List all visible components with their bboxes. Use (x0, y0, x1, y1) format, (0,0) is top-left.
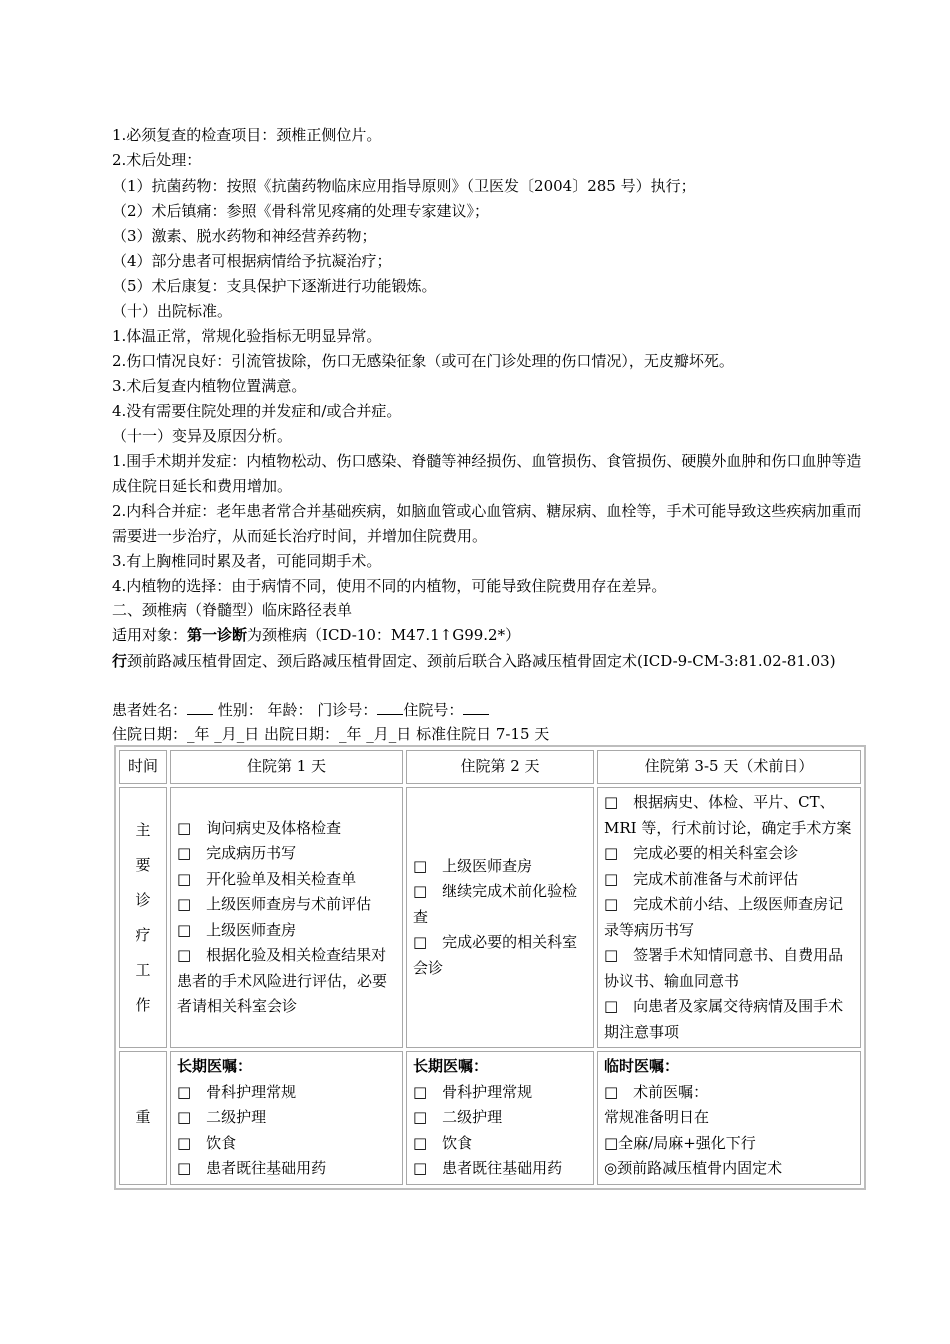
checklist-item: □ 根据病史、体检、平片、CT、MRI 等，行术前讨论，确定手术方案 (604, 793, 852, 837)
checklist-item: □ 完成术前准备与术前评估 (604, 869, 799, 888)
dates-line: 住院日期：_年 _月_日 出院日期：_年 _月_日 标准住院日 7-15 天 (112, 725, 550, 743)
cell-day1-work (170, 787, 403, 1048)
checklist-item: ◎颈前路减压植骨内固定术 (604, 1159, 783, 1177)
checklist-item: □ 二级护理 (413, 1108, 503, 1126)
checklist-item: □ 上级医师查房 (177, 920, 297, 939)
orders-title: 长期医嘱： (177, 1057, 253, 1075)
section-heading: （十）出院标准。 (112, 302, 233, 320)
table-header-row (119, 750, 861, 784)
header-day3-5: 住院第 3-5 天（术前日） (597, 750, 861, 784)
procedure-line (112, 649, 872, 674)
checklist-item: □ 饮食 (177, 1133, 237, 1152)
applicable-label: 适用对象： (112, 626, 188, 644)
cell-day3-work (597, 787, 861, 1048)
form-title: 二、颈椎病（脊髓型）临床路径表单 (112, 601, 353, 619)
blank-field (187, 700, 213, 715)
admission-number-label: 住院号： (403, 701, 464, 719)
cell-day2-work (406, 787, 594, 1048)
table-row-orders (119, 1051, 861, 1185)
checklist-item: □ 根据化验及相关检查结果对患者的手术风险进行评估，必要者请相关科室会诊 (177, 946, 388, 1015)
row-label-char: 疗 (135, 925, 151, 944)
patient-name-label: 患者姓名： (112, 701, 188, 719)
checklist-item: □ 询问病史及体格检查 (177, 818, 342, 837)
text-line: 3.术后复查内植物位置满意。 (112, 377, 307, 395)
checklist-item: □ 患者既往基础用药 (413, 1159, 563, 1177)
first-diagnosis-label: 第一诊断 (187, 626, 248, 644)
checklist-item: □ 完成病历书写 (177, 844, 297, 862)
checklist-item: □ 向患者及家属交待病情及围手术期注意事项 (604, 997, 844, 1041)
cell-day2-orders (406, 1051, 594, 1185)
applicable-object-line (112, 623, 520, 648)
checklist-item: □ 继续完成术前化验检查 (413, 882, 578, 926)
row-label-char: 主 (135, 820, 151, 839)
checklist-item: □ 术前医嘱： (604, 1082, 709, 1101)
checklist-item: □ 二级护理 (177, 1108, 267, 1126)
row-label-orders: 重 (119, 1051, 167, 1185)
checklist-item: □ 骨科护理常规 (177, 1082, 297, 1101)
blank-field (377, 700, 403, 715)
text-line: 3.有上胸椎同时累及者，可能同期手术。 (112, 552, 382, 570)
text-line: （5）术后康复：支具保护下逐渐进行功能锻炼。 (112, 277, 437, 295)
checklist-item: □ 签署手术知情同意书、自费用品协议书、输血同意书 (604, 946, 844, 990)
text-line: 2.伤口情况良好：引流管拔除，伤口无感染征象（或可在门诊处理的伤口情况），无皮瓣坏死。 (112, 352, 734, 370)
text-line: （1）抗菌药物：按照《抗菌药物临床应用指导原则》（卫医发〔2004〕285 号）执行； (112, 177, 696, 195)
checklist-item: □ 患者既往基础用药 (177, 1159, 327, 1177)
row-label-char: 诊 (135, 890, 151, 909)
clinical-pathway-table (114, 745, 866, 1190)
text-line: 4.内植物的选择：由于病情不同，使用不同的内植物，可能导致住院费用存在差异。 (112, 577, 667, 595)
text-line: 1.体温正常，常规化验指标无明显异常。 (112, 327, 382, 345)
blank-field (463, 700, 489, 715)
row-label-char: 作 (135, 995, 151, 1014)
text-line: （2）术后镇痛：参照《骨科常见疼痛的处理专家建议》； (112, 202, 490, 220)
text-paragraph: 1.围手术期并发症：内植物松动、伤口感染、脊髓等神经损伤、血管损伤、食管损伤、硬膜外血肿和伤口血肿等造成住院日延长和费用增加。 (112, 452, 862, 495)
checklist-item: □ 骨科护理常规 (413, 1082, 533, 1101)
header-day2: 住院第 2 天 (406, 750, 594, 784)
checklist-item: □ 饮食 (413, 1133, 473, 1152)
row-label-char: 工 (135, 960, 151, 979)
text-line: 4.没有需要住院处理的并发症和/或合并症。 (112, 402, 402, 420)
orders-title: 临时医嘱： (604, 1057, 680, 1075)
checklist-item: □全麻/局麻+强化下行 (604, 1133, 756, 1152)
row-label-main-work (119, 787, 167, 1048)
table-row-main-work (119, 787, 861, 1048)
text-line: 1.必须复查的检查项目：颈椎正侧位片。 (112, 126, 382, 144)
procedure-prefix: 行 (112, 652, 128, 670)
text-line: （4）部分患者可根据病情给予抗凝治疗； (112, 252, 392, 270)
checklist-item: □ 完成必要的相关科室会诊 (604, 844, 799, 862)
checklist-item: □ 上级医师查房与术前评估 (177, 895, 372, 913)
section-heading: （十一）变异及原因分析。 (112, 427, 293, 445)
checklist-item: □ 开化验单及相关检查单 (177, 869, 357, 888)
header-day1: 住院第 1 天 (170, 750, 403, 784)
diagnosis-text: 为颈椎病（ICD-10：M47.1↑G99.2*） (247, 626, 521, 644)
text-line: 2.术后处理： (112, 151, 202, 169)
checklist-item: □ 完成术前小结、上级医师查房记录等病历书写 (604, 895, 844, 939)
patient-info-labels: 性别： 年龄： 门诊号： (213, 701, 378, 719)
cell-day1-orders (170, 1051, 403, 1185)
procedure-text: 颈前路减压植骨固定、颈后路减压植骨固定、颈前后联合入路减压植骨固定术(ICD-9-CM-3:81.02-81.03) (127, 652, 836, 670)
checklist-item: □ 完成必要的相关科室会诊 (413, 933, 578, 977)
checklist-item: □ 上级医师查房 (413, 856, 533, 875)
cell-day3-orders (597, 1051, 861, 1185)
header-time: 时间 (119, 750, 167, 784)
text-line: （3）激素、脱水药物和神经营养药物； (112, 227, 377, 245)
orders-title: 长期医嘱： (413, 1057, 489, 1075)
row-label-char: 要 (135, 855, 151, 874)
checklist-item: 常规准备明日在 (604, 1108, 710, 1126)
patient-info-line (112, 698, 489, 723)
text-paragraph: 2.内科合并症：老年患者常合并基础疾病，如脑血管或心血管病、糖尿病、血栓等，手术可能导致这些疾病加重而需要进一步治疗，从而延长治疗时间，并增加住院费用。 (112, 502, 862, 545)
